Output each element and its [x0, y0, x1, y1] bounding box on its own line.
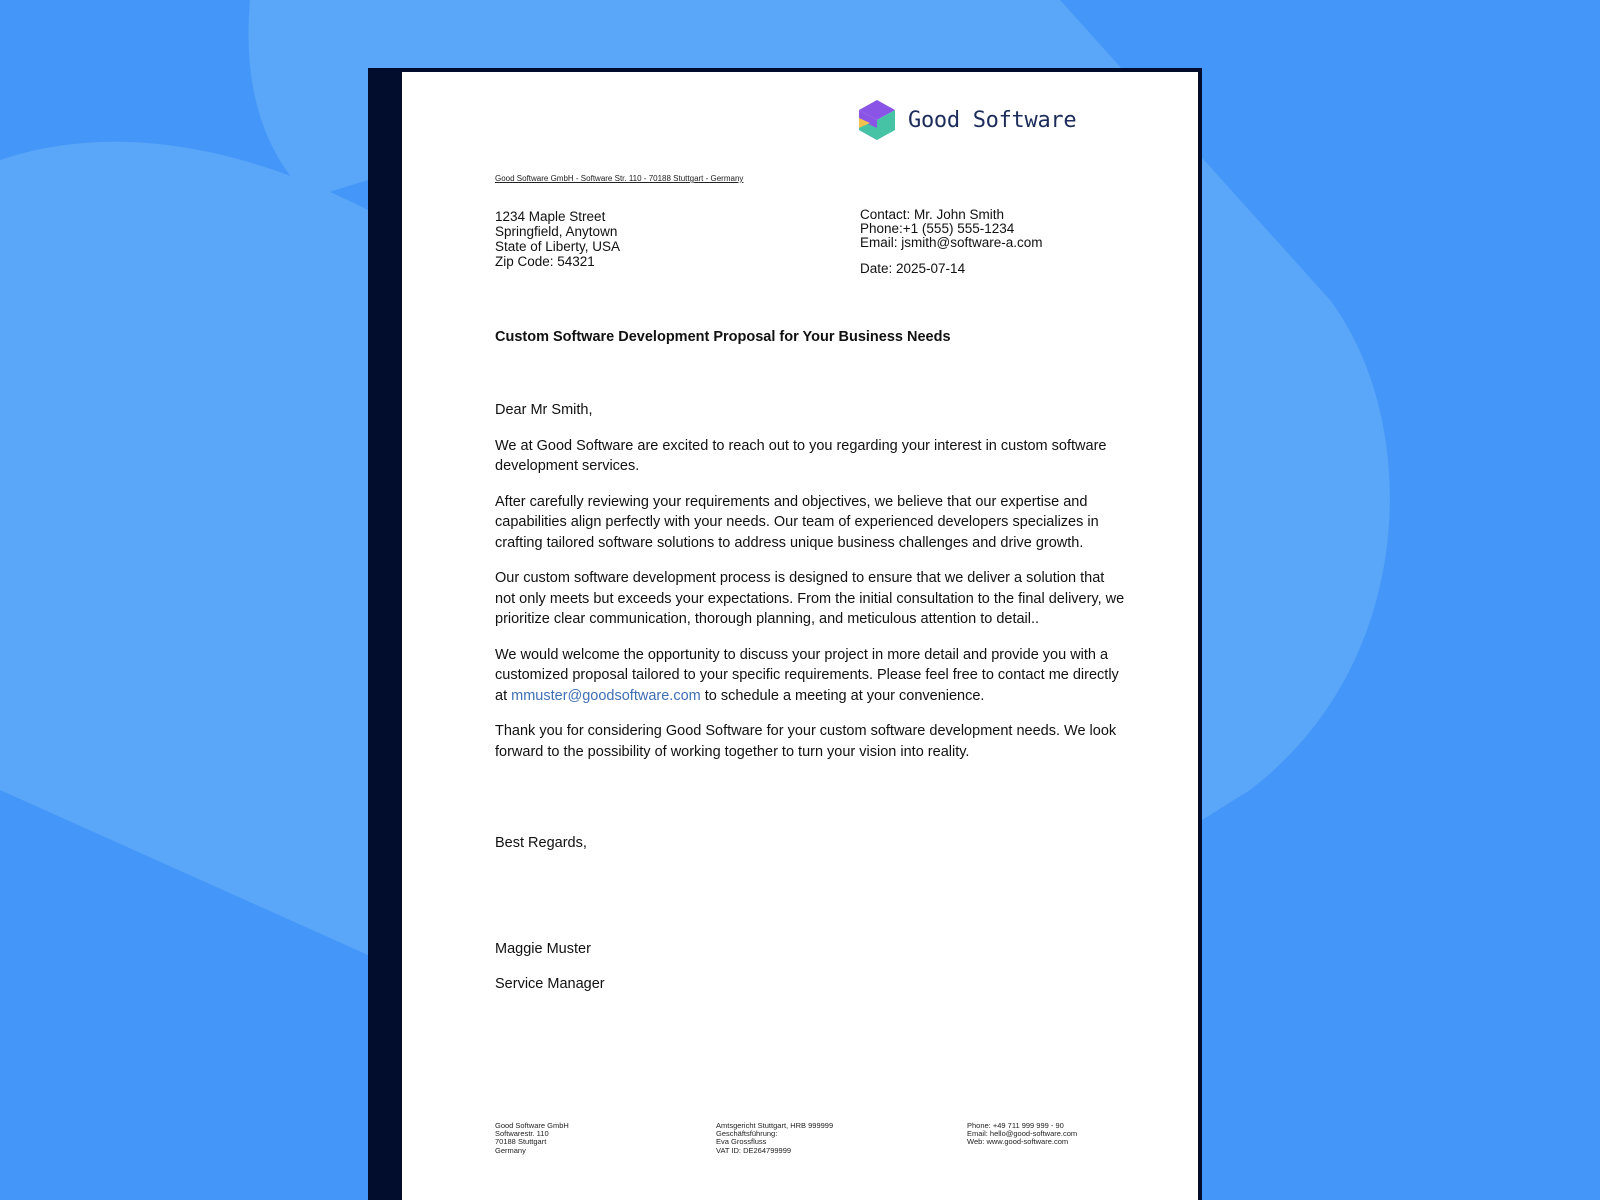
letter-date: Date: 2025-07-14 [860, 261, 966, 276]
signer-name: Maggie Muster [495, 941, 591, 957]
body-paragraph: After carefully reviewing your requirements and objectives, we believe that our expertise and capabilities align perfectly with your needs. Our team of experienced developers specializes in crafting tailored software solutions to address unique business challenges and drive growth. [495, 493, 1099, 551]
recipient-state: State of Liberty, USA [495, 239, 621, 254]
footer-registry [716, 1122, 833, 1155]
closing: Best Regards, [495, 835, 587, 851]
footer-line: Email: hello@good-software.com [967, 1129, 1078, 1139]
background-shape [0, 142, 368, 955]
footer-line: VAT ID: DE264799999 [716, 1145, 792, 1155]
footer-line: Germany [495, 1145, 526, 1155]
company-name: Good Software [908, 107, 1077, 133]
footer-contact [967, 1122, 1077, 1147]
letter-page [402, 72, 1198, 1200]
contact-email: Email: jsmith@software-a.com [860, 235, 1043, 250]
company-logo [858, 98, 1076, 142]
letter-subject: Custom Software Development Proposal for Your Business Needs [495, 329, 951, 345]
email-link[interactable]: mmuster@goodsoftware.com [511, 687, 701, 704]
recipient-zip: Zip Code: 54321 [495, 254, 595, 269]
hexagon-cube-logo-icon [858, 99, 896, 141]
body-paragraph: We at Good Software are excited to reach out to you regarding your interest in custom software development services. [495, 437, 1107, 474]
paragraph-text: to schedule a meeting at your convenience. [700, 687, 985, 704]
footer-line: Good Software GmbH [495, 1121, 569, 1130]
body-paragraph: Our custom software development process is designed to ensure that we deliver a solution that not only meets but exceeds your expectations. From the initial consultation to the final delivery, we prioritize clear communication, thorough planning, and meticulous attention to detail.. [495, 570, 1125, 627]
signer-title: Service Manager [495, 976, 605, 992]
letter-body [495, 400, 1125, 777]
footer-company [495, 1122, 569, 1155]
recipient-address [495, 209, 620, 269]
footer-line: Phone: +49 711 999 999 - 90 [967, 1121, 1064, 1130]
paragraph-text: We would welcome the opportunity to discuss your project in more detail and provide you with a customized proposal tailored to your specific requirements. Please feel free to contact me directly at [495, 646, 1119, 704]
body-paragraph [495, 645, 1125, 707]
contact-name: Contact: Mr. John Smith [860, 207, 1005, 222]
recipient-street: 1234 Maple Street [495, 209, 606, 224]
footer-line: Amtsgericht Stuttgart, HRB 999999 [716, 1121, 834, 1130]
body-paragraph: Thank you for considering Good Software for your custom software development needs. We look forward to the possibility of working together to turn your vision into reality. [495, 723, 1117, 760]
footer-line: Softwarestr. 110 [495, 1129, 549, 1139]
contact-block [860, 208, 1043, 250]
recipient-city: Springfield, Anytown [495, 224, 618, 239]
footer-line: 70188 Stuttgart [495, 1137, 547, 1147]
footer-line: Geschäftsführung: [716, 1129, 778, 1139]
footer-line: Eva Grossfluss [716, 1137, 767, 1147]
contact-phone: Phone:+1 (555) 555-1234 [860, 221, 1015, 236]
salutation: Dear Mr Smith, [495, 402, 593, 418]
footer-line: Web: www.good-software.com [967, 1137, 1069, 1147]
sender-address-line: Good Software GmbH - Software Str. 110 - 70188 Stuttgart - Germany [495, 174, 744, 183]
